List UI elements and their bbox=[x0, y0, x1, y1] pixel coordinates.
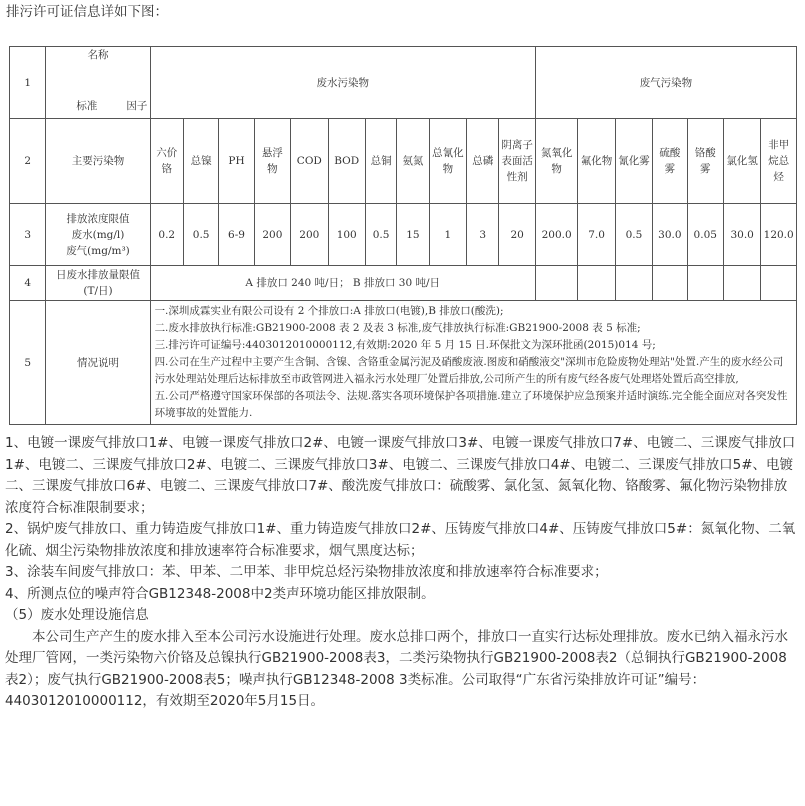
article-body bbox=[5, 433, 800, 713]
row-label: 情况说明 bbox=[46, 301, 150, 425]
row-number: 4 bbox=[10, 266, 46, 301]
row-number: 1 bbox=[10, 47, 46, 119]
note-line: 一.深圳成霖实业有限公司设有 2 个排放口:A 排放口(电镀),B 排放口(酸洗); bbox=[154, 305, 504, 317]
row-label bbox=[46, 204, 150, 266]
corner-label-name: 名称 bbox=[87, 49, 109, 61]
row-label-line: 日废水排放量限值 bbox=[55, 269, 140, 281]
limit-value-cell: 7.0 bbox=[578, 204, 615, 266]
pollutant-cell: 氰化雾 bbox=[615, 119, 652, 204]
section-heading: （5）废水处理设施信息 bbox=[5, 607, 149, 623]
row-number: 5 bbox=[10, 301, 46, 425]
empty-cell bbox=[535, 266, 577, 301]
row-label-line: 废气(mg/m³) bbox=[66, 244, 130, 257]
limit-value-cell: 0.05 bbox=[687, 204, 723, 266]
pollutant-cell: 总镍 bbox=[183, 119, 218, 204]
pollutant-cell: 悬浮物 bbox=[254, 119, 290, 204]
row-number: 2 bbox=[10, 119, 46, 204]
pollutant-cell: 六价铬 bbox=[150, 119, 183, 204]
daily-discharge-limit: A 排放口 240 吨/日； B 排放口 30 吨/日 bbox=[150, 266, 535, 301]
empty-cell bbox=[723, 266, 760, 301]
pollutant-cell: 氮氧化物 bbox=[535, 119, 577, 204]
empty-cell bbox=[615, 266, 652, 301]
corner-label-factor: 因子 bbox=[126, 100, 148, 112]
pollutant-cell: 总磷 bbox=[467, 119, 499, 204]
table-row bbox=[10, 119, 797, 204]
corner-header-cell bbox=[46, 47, 150, 119]
pollutant-cell: 氨氮 bbox=[397, 119, 429, 204]
empty-cell bbox=[653, 266, 687, 301]
limit-value-cell: 200.0 bbox=[535, 204, 577, 266]
limit-value-cell: 0.2 bbox=[150, 204, 183, 266]
row-number: 3 bbox=[10, 204, 46, 266]
waste-gas-header: 废气污染物 bbox=[535, 47, 796, 119]
limit-value-cell: 200 bbox=[291, 204, 328, 266]
limit-value-cell: 200 bbox=[254, 204, 290, 266]
table-row bbox=[10, 266, 797, 301]
limit-value-cell: 30.0 bbox=[723, 204, 760, 266]
empty-cell bbox=[578, 266, 615, 301]
paragraph: 1、电镀一课废气排放口1#、电镀一课废气排放口2#、电镀一课废气排放口3#、电镀一课废气排放口7#、电镀二、三课废气排放口1#、电镀二、三课废气排放口2#、电镀二、三课废气排放口3#、电镀二、三课废气排放口4#、电镀二、三课废气排放口5#、电镀二、三课废气排放口6#、电镀二、三课废气排放口7#、酸洗废气排放口：硫酸雾、氯化氢、氮氧化物、铬酸雾、氟化物污染物排放浓度符合标准限制要求； bbox=[5, 435, 796, 516]
limit-value-cell: 0.5 bbox=[365, 204, 396, 266]
waste-water-header: 废水污染物 bbox=[150, 47, 535, 119]
corner-label-standard: 标准 bbox=[76, 100, 98, 112]
situation-notes bbox=[150, 301, 796, 425]
pollutant-cell: COD bbox=[291, 119, 328, 204]
table-row bbox=[10, 47, 797, 119]
limit-value-cell: 0.5 bbox=[183, 204, 218, 266]
pollutant-cell: 总铜 bbox=[365, 119, 396, 204]
discharge-permit-table bbox=[9, 46, 797, 425]
empty-cell bbox=[761, 266, 797, 301]
empty-cell bbox=[687, 266, 723, 301]
intro-text: 排污许可证信息详如下图： bbox=[6, 4, 168, 20]
limit-value-cell: 30.0 bbox=[653, 204, 687, 266]
paragraph: 4、所测点位的噪声符合GB12348-2008中2类声环境功能区排放限制。 bbox=[5, 585, 435, 602]
paragraph: 3、涂装车间废气排放口：苯、甲苯、二甲苯、非甲烷总烃污染物排放浓度和排放速率符合标准要求； bbox=[5, 564, 608, 580]
limit-value-cell: 1 bbox=[429, 204, 466, 266]
note-line: 五.公司严格遵守国家环保部的各项法令、法规.落实各项环境保护各项措施.建立了环境保护应急预案并适时演练.完全能全面应对各突发性环境事故的处置能力. bbox=[154, 390, 788, 419]
paragraph: 本公司生产产生的废水排入至本公司污水设施进行处理。废水总排口两个，排放口一直实行达标处理排放。废水已纳入福永污水处理厂管网，一类污染物六价铬及总镍执行GB21900-2008表3，二类污染物执行GB21900-2008表2（总铜执行GB21900-2008表2）；废气执行GB21900-2008表5；噪声执行GB12348-2008 3类标准。公司取得“广东省污染排放许可证”编号：4403012010000112，有效期至2020年5月15日。 bbox=[5, 628, 788, 709]
limit-value-cell: 120.0 bbox=[761, 204, 797, 266]
pollutant-cell: 氯化氢 bbox=[723, 119, 760, 204]
limit-value-cell: 100 bbox=[328, 204, 365, 266]
row-label-line: 排放浓度限值 bbox=[66, 212, 130, 225]
limit-value-cell: 15 bbox=[397, 204, 429, 266]
pollutant-cell: PH bbox=[219, 119, 254, 204]
row-label: 主要污染物 bbox=[46, 119, 150, 204]
pollutant-cell: 阴离子表面活性剂 bbox=[499, 119, 536, 204]
pollutant-cell: 总氰化物 bbox=[429, 119, 466, 204]
row-label-line: 废水(mg/l) bbox=[71, 228, 125, 241]
table-row bbox=[10, 204, 797, 266]
row-label bbox=[46, 266, 150, 301]
note-line: 四.公司在生产过程中主要产生含铜、含镍、含铬重金属污泥及硝酸废液.图废和硝酸液交"深圳市危险废物处理站"处置.产生的废水经公司污水处理站处理后达标排放至市政管网进入福永污水处理厂处置后排放,公司所产生的所有废气经各废气处理塔处置后高空排放, bbox=[154, 356, 784, 385]
paragraph: 2、锅炉废气排放口、重力铸造废气排放口1#、重力铸造废气排放口2#、压铸废气排放口4#、压铸废气排放口5#：氮氧化物、二氧化硫、烟尘污染物排放浓度和排放速率符合标准要求，烟气黑度达标； bbox=[5, 521, 796, 559]
pollutant-cell: BOD bbox=[328, 119, 365, 204]
note-line: 二.废水排放执行标准:GB21900-2008 表 2 及表 3 标准,废气排放执行标准:GB21900-2008 表 5 标准; bbox=[154, 322, 641, 334]
row-label-line: (T/日) bbox=[83, 285, 113, 297]
pollutant-cell: 非甲烷总烃 bbox=[761, 119, 797, 204]
limit-value-cell: 6-9 bbox=[219, 204, 254, 266]
table-row bbox=[10, 301, 797, 425]
limit-value-cell: 3 bbox=[467, 204, 499, 266]
limit-value-cell: 20 bbox=[499, 204, 536, 266]
note-line: 三.排污许可证编号:4403012010000112,有效期:2020 年 5 月 15 日.环保批文为深环批函(2015)014 号; bbox=[154, 339, 656, 351]
pollutant-cell: 氟化物 bbox=[578, 119, 615, 204]
pollutant-cell: 硫酸雾 bbox=[653, 119, 687, 204]
limit-value-cell: 0.5 bbox=[615, 204, 652, 266]
pollutant-cell: 铬酸雾 bbox=[687, 119, 723, 204]
